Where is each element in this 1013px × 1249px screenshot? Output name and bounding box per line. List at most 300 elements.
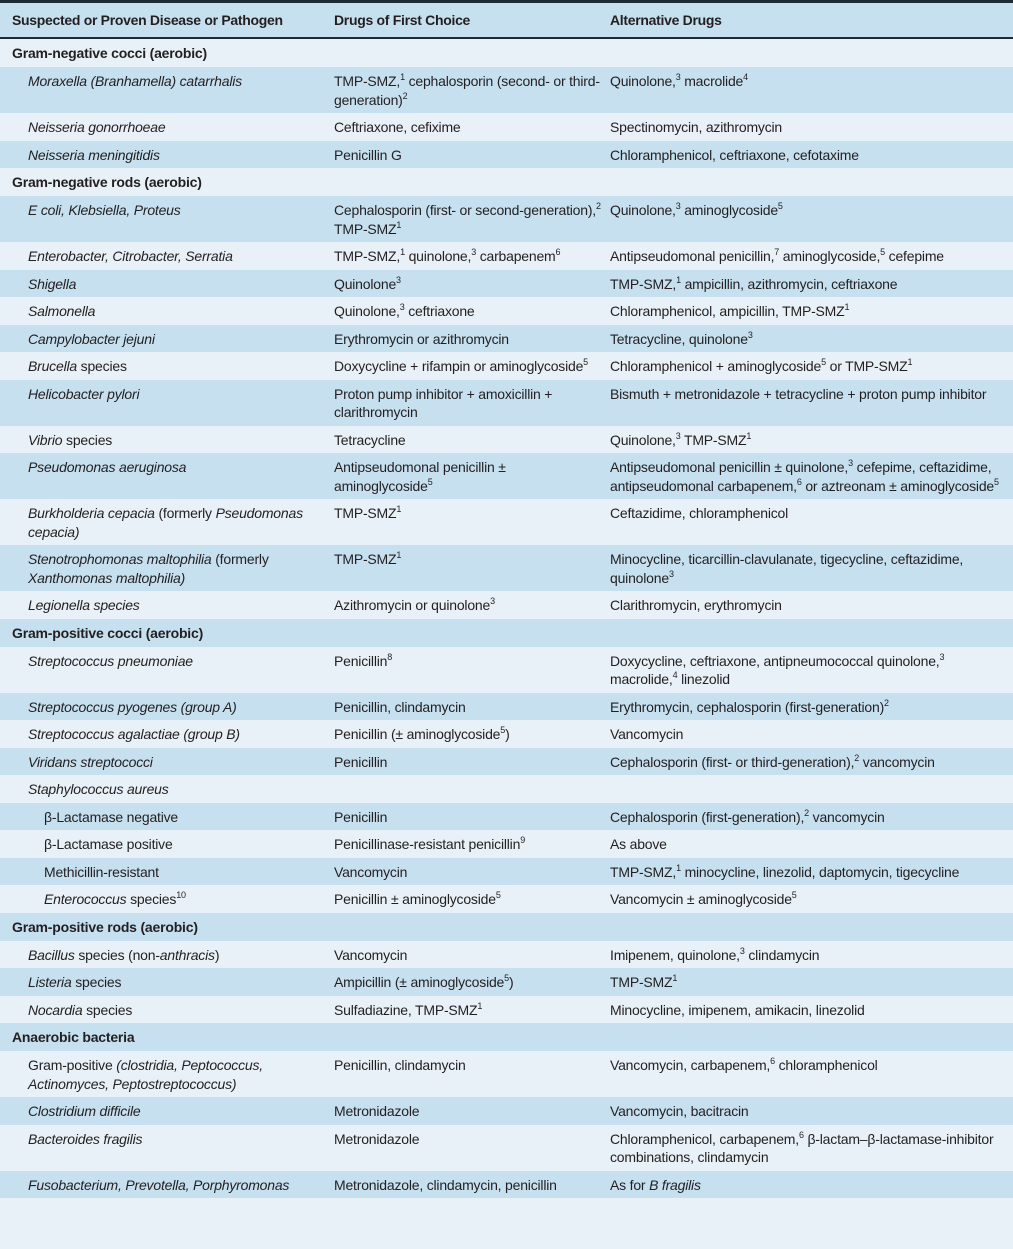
italic-text: Salmonella [28, 303, 96, 319]
text-run: chloramphenicol [774, 1057, 878, 1073]
italic-text: Nocardia [28, 1001, 83, 1018]
first-choice-cell [334, 885, 610, 913]
italic-text: Clostridium difficile [28, 1103, 141, 1119]
text-run: Chloramphenicol, ampicillin, TMP-SMZ [610, 303, 845, 319]
text-run: TMP-SMZ [680, 431, 747, 448]
section-header-row [0, 168, 1013, 196]
alternative-cell [610, 297, 1013, 325]
pathogen-cell [0, 499, 334, 545]
italic-text: Shigella [28, 275, 77, 292]
footnote-ref: 5 [791, 890, 797, 900]
text-run: Antipseudomonal penicillin, [610, 248, 775, 264]
italic-text: Xanthomonas maltophilia) [28, 569, 186, 586]
text-run: Erythromycin, cephalosporin (first-generation) [610, 698, 885, 715]
pathogen-cell [0, 830, 334, 858]
text-run: Penicillinase-resistant penicillin [334, 836, 521, 852]
table-row [0, 352, 1013, 380]
text-run: (formerly [211, 551, 269, 567]
footnote-ref: 3 [848, 458, 853, 468]
text-run: carbapenem [476, 248, 556, 264]
text-run: Penicillin G [334, 146, 402, 163]
text-run: minocycline, linezolid, daptomycin, tigecycline [680, 863, 960, 880]
alternative-cell [610, 196, 1013, 242]
section-header-row [0, 38, 1013, 67]
section-header: Gram-positive rods (aerobic) [12, 918, 198, 935]
text-run: Doxycycline, ceftriaxone, antipneumococcal quinolone, [610, 652, 940, 669]
alternative-cell [610, 352, 1013, 380]
text-run: cefepime [884, 248, 944, 264]
text-run: Vancomycin [334, 946, 408, 963]
table-row [0, 1097, 1013, 1125]
text-run: TMP-SMZ [610, 974, 673, 990]
column-header-alternative: Alternative Drugs [610, 2, 1013, 39]
footnote-ref: 6 [796, 476, 802, 487]
first-choice-cell [334, 453, 610, 499]
footnote-ref: 1 [396, 550, 402, 560]
text-run: Cephalosporin (first-generation), [610, 808, 805, 825]
text-run: Chloramphenicol, ceftriaxone, cefotaxime [610, 146, 859, 163]
text-run: Penicillin [334, 652, 388, 669]
pathogen-cell [0, 352, 334, 380]
section-header: Gram-negative cocci (aerobic) [12, 45, 207, 61]
pathogen-cell [0, 858, 334, 886]
alternative-cell [610, 141, 1013, 169]
italic-text: Burkholderia cepacia [28, 505, 155, 521]
section-header-row [0, 913, 1013, 941]
column-header-pathogen: Suspected or Proven Disease or Pathogen [0, 2, 334, 39]
table-row [0, 141, 1013, 169]
italic-text: Neisseria meningitidis [28, 146, 160, 163]
text-run: cephalosporin (second- or third-generation) [334, 73, 600, 108]
first-choice-cell [334, 545, 610, 591]
table-row [0, 196, 1013, 242]
table-row [0, 1051, 1013, 1097]
text-run: Clarithromycin, erythromycin [610, 597, 782, 613]
footnote-ref: 1 [400, 72, 405, 82]
footnote-ref: 3 [739, 945, 745, 956]
alternative-cell [610, 325, 1013, 353]
text-run: Bismuth + metronidazole + tetracycline + proton pump inhibitor [610, 385, 987, 402]
text-run: TMP-SMZ [334, 220, 397, 237]
italic-text: Enterococcus [44, 891, 127, 907]
text-run: ampicillin, azithromycin, ceftriaxone [680, 275, 898, 292]
text-run: Penicillin [334, 753, 388, 770]
text-run: Metronidazole, clindamycin, penicillin [334, 1176, 557, 1193]
footnote-ref: 2 [884, 697, 889, 708]
table-row [0, 941, 1013, 969]
alternative-cell [610, 720, 1013, 748]
footnote-ref: 4 [672, 670, 678, 680]
italic-text: Streptococcus pyogenes (group A) [28, 698, 237, 715]
first-choice-cell [334, 1171, 610, 1199]
table-row [0, 1171, 1013, 1199]
first-choice-cell [334, 775, 610, 803]
alternative-cell [610, 748, 1013, 776]
italic-text: Vibrio [28, 431, 63, 448]
pathogen-cell [0, 1171, 334, 1199]
text-run: TMP-SMZ, [610, 275, 677, 292]
text-run: Quinolone, [610, 431, 676, 448]
text-run: Vancomycin, carbapenem, [610, 1057, 771, 1073]
first-choice-cell [334, 858, 610, 886]
text-run: Ceftazidime, chloramphenicol [610, 505, 789, 521]
text-run: macrolide, [610, 671, 673, 687]
italic-text: Streptococcus agalactiae (group B) [28, 726, 240, 742]
text-run: Minocycline, ticarcillin-clavulanate, tigecycline, ceftazidime, quinolone [610, 551, 964, 586]
pathogen-cell [0, 297, 334, 325]
footnote-ref: 6 [770, 1056, 775, 1066]
pathogen-cell [0, 720, 334, 748]
alternative-cell [610, 968, 1013, 996]
first-choice-cell [334, 720, 610, 748]
pathogen-cell [0, 803, 334, 831]
footnote-ref: 3 [675, 201, 681, 211]
text-run: Vancomycin ± aminoglycoside [610, 891, 792, 907]
alternative-cell [610, 1097, 1013, 1125]
first-choice-cell [334, 748, 610, 776]
footnote-ref: 1 [400, 247, 405, 257]
footnote-ref: 3 [675, 72, 681, 82]
footnote-ref: 3 [399, 302, 405, 312]
table-row [0, 748, 1013, 776]
first-choice-cell [334, 996, 610, 1024]
alternative-cell [610, 1051, 1013, 1097]
alternative-cell [610, 803, 1013, 831]
footnote-ref: 3 [668, 568, 674, 579]
pathogen-cell [0, 1051, 334, 1097]
footnote-ref: 5 [821, 357, 826, 367]
footnote-ref: 5 [880, 247, 885, 257]
table-row [0, 591, 1013, 619]
pathogen-cell [0, 325, 334, 353]
first-choice-cell [334, 591, 610, 619]
text-run: Quinolone [334, 275, 397, 292]
italic-text: anthracis [159, 946, 215, 963]
text-run: β-lactam–β-lactamase-inhibitor combinations, clindamycin [610, 1130, 994, 1165]
text-run: β-Lactamase positive [44, 836, 173, 852]
text-run: species [62, 431, 113, 448]
text-run: aminoglycoside [680, 202, 778, 218]
alternative-cell [610, 941, 1013, 969]
pathogen-cell [0, 996, 334, 1024]
italic-text: Helicobacter pylori [28, 385, 140, 402]
pathogen-cell [0, 426, 334, 454]
footnote-ref: 6 [555, 247, 561, 257]
italic-text: Viridans streptococci [28, 753, 153, 770]
text-run: ) [505, 726, 510, 742]
pathogen-cell [0, 545, 334, 591]
first-choice-cell [334, 67, 610, 113]
section-header: Anaerobic bacteria [12, 1029, 135, 1045]
text-run: or TMP-SMZ [825, 358, 908, 374]
alternative-cell [610, 545, 1013, 591]
text-run: Vancomycin [610, 726, 684, 742]
table-row [0, 380, 1013, 426]
footnote-ref: 5 [504, 973, 509, 983]
text-run: Antipseudomonal penicillin ± quinolone, [610, 459, 849, 475]
text-run: vancomycin [859, 753, 935, 770]
text-run: Minocycline, imipenem, amikacin, linezolid [610, 1001, 865, 1018]
table-row [0, 499, 1013, 545]
pathogen-cell [0, 775, 334, 803]
first-choice-cell [334, 499, 610, 545]
text-run: Quinolone, [334, 303, 400, 319]
table-header [0, 2, 1013, 39]
first-choice-cell [334, 196, 610, 242]
table-row [0, 885, 1013, 913]
table-row [0, 426, 1013, 454]
text-run: linezolid [677, 671, 730, 687]
pathogen-cell [0, 748, 334, 776]
table-row [0, 647, 1013, 693]
first-choice-cell [334, 141, 610, 169]
text-run: TMP-SMZ [334, 551, 397, 567]
text-run: Cephalosporin (first- or third-generation), [610, 753, 855, 770]
first-choice-cell [334, 1097, 610, 1125]
text-run: Quinolone, [610, 73, 676, 89]
alternative-cell [610, 113, 1013, 141]
text-run: species [76, 358, 127, 374]
alternative-cell [610, 1171, 1013, 1199]
italic-text: (clostridia, Peptococcus, Actinomyces, Peptostreptococcus) [28, 1057, 263, 1092]
text-run: Gram-positive [28, 1057, 117, 1073]
pathogen-cell [0, 968, 334, 996]
text-run: Vancomycin, bacitracin [610, 1103, 749, 1119]
italic-text: Brucella [28, 358, 77, 374]
text-run: Chloramphenicol, carbapenem, [610, 1130, 799, 1147]
footnote-ref: 5 [994, 476, 999, 487]
italic-text: Bacillus [28, 946, 75, 963]
footnote-ref: 1 [676, 274, 681, 285]
table-row [0, 858, 1013, 886]
footnote-ref: 1 [672, 973, 678, 983]
text-run: Azithromycin or quinolone [334, 597, 491, 613]
text-run: Erythromycin or azithromycin [334, 330, 509, 347]
first-choice-cell [334, 426, 610, 454]
footnote-ref: 3 [490, 596, 495, 606]
alternative-cell [610, 647, 1013, 693]
footnote-ref: 7 [774, 247, 780, 257]
footnote-ref: 9 [520, 835, 525, 845]
text-run: species [82, 1001, 133, 1018]
text-run: ) [214, 946, 220, 963]
text-run: aminoglycoside, [779, 248, 881, 264]
alternative-cell [610, 830, 1013, 858]
first-choice-cell [334, 352, 610, 380]
text-run: vancomycin [808, 808, 885, 825]
alternative-cell [610, 996, 1013, 1024]
table-row [0, 270, 1013, 298]
first-choice-cell [334, 242, 610, 270]
text-run: As above [610, 836, 667, 852]
section-header-row [0, 619, 1013, 647]
footnote-ref: 10 [176, 890, 186, 900]
text-run: Spectinomycin, azithromycin [610, 119, 782, 135]
text-run: macrolide [680, 73, 744, 89]
footnote-ref: 3 [471, 247, 476, 257]
pathogen-cell [0, 1125, 334, 1171]
text-run: TMP-SMZ, [334, 73, 401, 89]
first-choice-cell [334, 693, 610, 721]
text-run: Tetracycline [334, 431, 406, 448]
italic-text: Bacteroides fragilis [28, 1130, 143, 1147]
text-run: Metronidazole [334, 1103, 420, 1119]
italic-text: Moraxella (Branhamella) catarrhalis [28, 73, 242, 89]
table-row [0, 693, 1013, 721]
footnote-ref: 3 [747, 329, 753, 340]
footnote-ref: 2 [402, 90, 408, 101]
italic-text: Legionella species [28, 597, 140, 613]
footnote-ref: 3 [396, 274, 401, 285]
alternative-cell [610, 885, 1013, 913]
alternative-cell [610, 499, 1013, 545]
text-run: Ceftriaxone, cefixime [334, 119, 461, 135]
text-run: Chloramphenicol + aminoglycoside [610, 358, 822, 374]
alternative-cell [610, 426, 1013, 454]
pathogen-cell [0, 380, 334, 426]
text-run: Imipenem, quinolone, [610, 946, 740, 963]
table-row [0, 968, 1013, 996]
footnote-ref: 2 [596, 201, 601, 211]
alternative-cell [610, 453, 1013, 499]
text-run: Antipseudomonal penicillin ± aminoglycoside [334, 459, 506, 494]
italic-text: Stenotrophomonas maltophilia [28, 551, 212, 567]
text-run: Doxycycline + rifampin or aminoglycoside [334, 358, 584, 374]
first-choice-cell [334, 803, 610, 831]
pathogen-cell [0, 196, 334, 242]
alternative-cell [610, 67, 1013, 113]
first-choice-cell [334, 941, 610, 969]
text-run: quinolone, [404, 248, 472, 264]
pathogen-cell [0, 67, 334, 113]
alternative-cell [610, 858, 1013, 886]
footnote-ref: 1 [676, 862, 681, 873]
footnote-ref: 3 [675, 430, 681, 441]
footnote-ref: 2 [804, 807, 809, 818]
first-choice-cell [334, 968, 610, 996]
first-choice-cell [334, 270, 610, 298]
first-choice-cell [334, 325, 610, 353]
first-choice-cell [334, 1051, 610, 1097]
footnote-ref: 1 [477, 1000, 483, 1011]
table-row [0, 242, 1013, 270]
table-row [0, 803, 1013, 831]
italic-text: Listeria [28, 974, 72, 990]
pathogen-cell [0, 693, 334, 721]
text-run: Methicillin-resistant [44, 863, 159, 880]
footnote-ref: 4 [743, 72, 748, 82]
italic-text: Fusobacterium, Prevotella, Porphyromonas [28, 1176, 290, 1193]
text-run: ) [508, 974, 514, 990]
table-row [0, 545, 1013, 591]
text-run: ceftriaxone [404, 303, 475, 319]
text-run: Vancomycin [334, 863, 408, 880]
table-row [0, 325, 1013, 353]
pathogen-cell [0, 141, 334, 169]
footnote-ref: 5 [500, 725, 506, 735]
pathogen-cell [0, 270, 334, 298]
text-run: Penicillin, clindamycin [334, 698, 466, 715]
first-choice-cell [334, 647, 610, 693]
alternative-cell [610, 1125, 1013, 1171]
footnote-ref: 5 [583, 357, 588, 367]
first-choice-cell [334, 297, 610, 325]
footnote-ref: 6 [798, 1129, 804, 1140]
alternative-cell [610, 242, 1013, 270]
first-choice-cell [334, 380, 610, 426]
table-row [0, 453, 1013, 499]
italic-text: Enterobacter, Citrobacter, Serratia [28, 248, 233, 264]
first-choice-cell [334, 1125, 610, 1171]
text-run: TMP-SMZ [334, 505, 397, 521]
italic-text: Pseudomonas cepacia) [28, 505, 303, 540]
section-header: Gram-negative rods (aerobic) [12, 174, 202, 190]
pathogen-cell [0, 453, 334, 499]
italic-text: Neisseria gonorrhoeae [28, 119, 166, 135]
footnote-ref: 1 [396, 504, 402, 514]
text-run: Metronidazole [334, 1130, 420, 1147]
italic-text: E coli, Klebsiella, Proteus [28, 202, 181, 218]
alternative-cell [610, 693, 1013, 721]
table-row [0, 297, 1013, 325]
table-row [0, 113, 1013, 141]
pathogen-cell [0, 941, 334, 969]
italic-text: Streptococcus pneumoniae [28, 652, 193, 669]
italic-text: Campylobacter jejuni [28, 330, 155, 347]
header-row [0, 2, 1013, 39]
section-header-row [0, 1023, 1013, 1051]
table-row [0, 720, 1013, 748]
text-run: TMP-SMZ, [334, 248, 401, 264]
pathogen-cell [0, 113, 334, 141]
footnote-ref: 8 [387, 651, 393, 662]
text-run: As for [610, 1176, 650, 1193]
text-run: Sulfadiazine, TMP-SMZ [334, 1001, 478, 1018]
text-run: β-Lactamase negative [44, 808, 179, 825]
text-run: clindamycin [744, 946, 820, 963]
text-run: Proton pump inhibitor + amoxicillin + clarithromycin [334, 385, 553, 420]
table-row [0, 775, 1013, 803]
footnote-ref: 5 [495, 890, 501, 900]
text-run: Penicillin [334, 808, 388, 825]
table-body [0, 38, 1013, 1198]
italic-text: Staphylococcus aureus [28, 781, 169, 797]
footnote-ref: 1 [746, 430, 752, 441]
pathogen-cell [0, 1097, 334, 1125]
table-row [0, 830, 1013, 858]
pathogen-cell [0, 885, 334, 913]
text-run: Penicillin ± aminoglycoside [334, 891, 496, 907]
footnote-ref: 1 [844, 302, 850, 312]
italic-text: Pseudomonas aeruginosa [28, 459, 187, 475]
text-run: species [126, 891, 177, 907]
text-run: Penicillin, clindamycin [334, 1057, 466, 1073]
alternative-cell [610, 775, 1013, 803]
footnote-ref: 3 [939, 651, 945, 662]
first-choice-cell [334, 830, 610, 858]
first-choice-cell [334, 113, 610, 141]
text-run: TMP-SMZ, [610, 863, 677, 880]
table-row [0, 996, 1013, 1024]
section-header: Gram-positive cocci (aerobic) [12, 624, 204, 641]
table-row [0, 67, 1013, 113]
pathogen-cell [0, 242, 334, 270]
alternative-cell [610, 591, 1013, 619]
alternative-cell [610, 380, 1013, 426]
text-run: species [71, 974, 122, 990]
text-run: cefepime, ceftazidime, antipseudomonal carbapenem, [610, 459, 992, 494]
table-row [0, 1125, 1013, 1171]
